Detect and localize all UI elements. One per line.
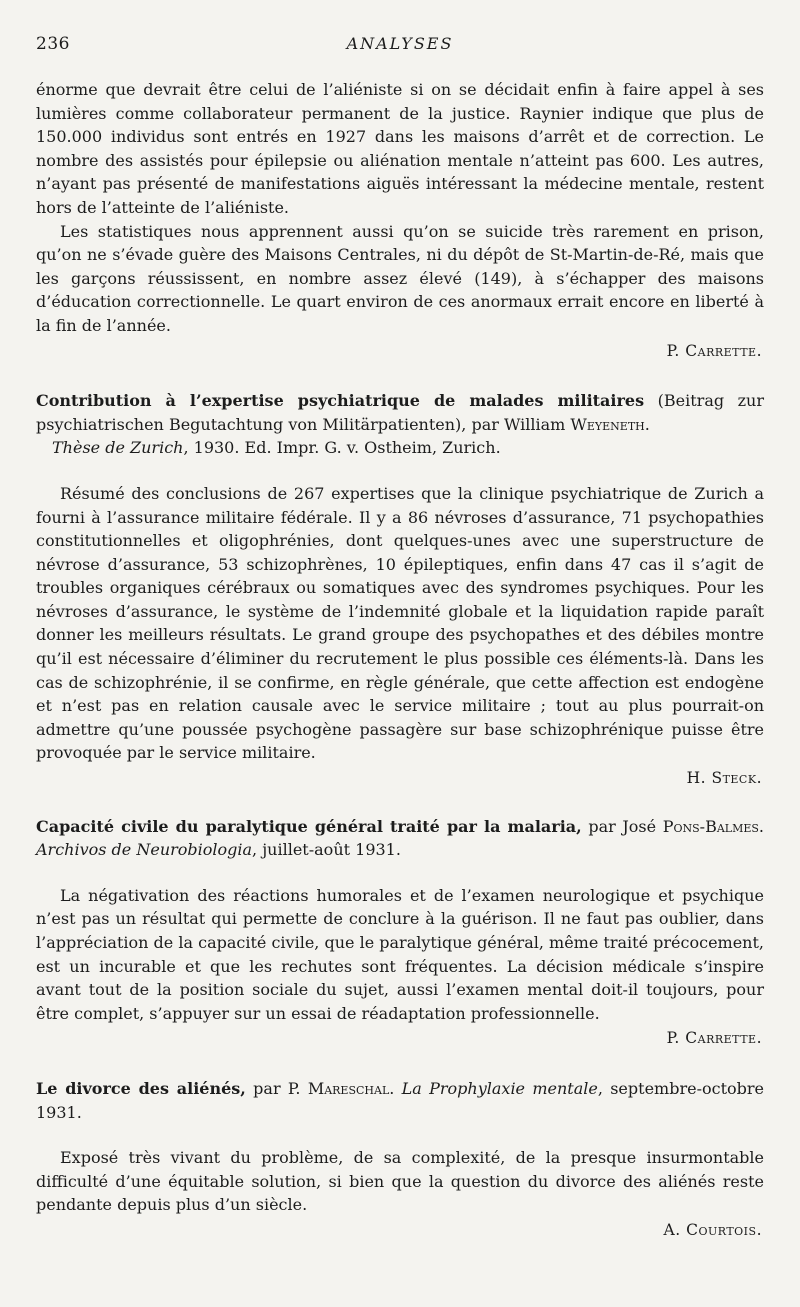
review-heading	[36, 389, 764, 460]
review-source-line	[36, 436, 764, 460]
paragraph: Résumé des conclusions de 267 expertises que la clinique psychiatrique de Zurich a fourni à l’assurance militaire fédérale. Il y a 86 névroses d’assurance, 71 psychopathies constitutionnelles et oligophrénies, dont quelques-unes avec une superstructure de névrose d’assurance, 53 schizophrènes, 10 épileptiques, enfin dans 47 cas il s’agit de troubles organiques cérébraux ou somatiques avec des syndromes psychiques. Pour les névroses d’assurance, le système de l’indemnité globale et la liquidation rapide paraît donner les meilleurs résultats. Le grand groupe des psychopathes et des débiles montre qu’il est nécessaire d’éliminer du recrutement le plus possible ces éléments-là. Dans les cas de schizophrénie, il se confirme, en règle générale, que cette affection est endogène et n’est pas en relation causale avec le service militaire ; tout au plus pourrait-on admettre qu’une poussée psychogène passagère sur base schizophrénique puisse être provoquée par le service militaire.	[36, 483, 764, 763]
review-source: Archivos de Neurobiologia	[36, 840, 253, 860]
page-number: 236	[36, 34, 70, 54]
review-heading	[36, 815, 764, 862]
paragraph: énorme que devrait être celui de l’aliéniste si on se décidait enfin à faire appel à ses lumières comme collaborateur permanent de la justice. Raynier indique que plus de 150.000 individus sont entrés en 1927 dans les maisons d’arrêt et de correction. Le nombre des assistés pour épilepsie ou aliénation mentale n’atteint pas 600. Les autres, n’ayant pas présenté de manifestations aiguës intéressant la médecine mentale, restent hors de l’atteinte de l’aliéniste.	[36, 80, 764, 217]
review-source-details: , juillet-août 1931.	[252, 840, 401, 860]
review-heading	[36, 1077, 764, 1124]
review-author: Pons-Balmes.	[662, 816, 764, 836]
reviewer-signature: H. Steck.	[686, 769, 762, 788]
paragraph: Exposé très vivant du problème, de sa complexité, de la presque insurmontable difficulté d’une équitable solution, si bien que la question du divorce des aliénés reste pendante depuis plus d’un siècle.	[36, 1148, 764, 1215]
review-title-rest: par José	[581, 816, 663, 836]
review-section-4	[36, 1077, 764, 1243]
review-title-rest: (Beitrag zur psychiatrischen Begutachtung von Militärpatienten), par William	[36, 391, 765, 434]
review-source: La Prophylaxie mentale	[401, 1078, 598, 1098]
reviewer-signature: P. Carrette.	[666, 341, 762, 360]
reviewer-signature: P. Carrette.	[666, 1029, 762, 1048]
review-author: Mareschal.	[307, 1078, 395, 1098]
reviewer-signature: A. Courtois.	[663, 1220, 762, 1239]
paragraph: Les statistiques nous apprennent aussi qu’on se suicide très rarement en prison, qu’on ne s’évade guère des Maisons Centrales, ni du dépôt de St-Martin-de-Ré, mais que les garçons réussissent, en nombre assez élevé (149), à s’échapper des maisons d’éducation correctionnelle. Le quart environ de ces anormaux errait encore en liberté à la fin de l’année.	[36, 221, 764, 335]
review-section-2	[36, 389, 764, 791]
article-body	[36, 78, 764, 1243]
paragraph: La négativation des réactions humorales et de l’examen neurologique et psychique n’est pas un résultat qui permette de conclure à la guérison. Il ne faut pas oublier, dans l’appréciation de la capacité civile, que le paralytique général, même traité précocement, est un incurable et que les rechutes sont fréquentes. La décision médicale s’inspire avant tout de la position sociale du sujet, aussi l’examen mental doit-il toujours, pour être complet, s’appuyer sur un essai de réadaptation professionnelle.	[36, 885, 764, 1023]
review-title-rest: par P.	[245, 1078, 308, 1098]
review-source-details: , septembre-octobre 1931.	[36, 1078, 764, 1122]
review-source-details: , 1930. Ed. Impr. G. v. Ostheim, Zurich.	[183, 438, 501, 458]
running-head	[36, 34, 764, 58]
review-author: Weyeneth.	[570, 414, 650, 434]
review-title: Contribution à l’expertise psychiatrique de malades militaires	[36, 391, 645, 411]
running-title: ANALYSES	[346, 34, 454, 53]
review-section-1	[36, 78, 764, 363]
review-source: Thèse de Zurich	[52, 438, 184, 458]
review-section-3	[36, 815, 764, 1051]
review-title: Le divorce des aliénés,	[36, 1078, 246, 1098]
review-title: Capacité civile du paralytique général traité par la malaria,	[36, 816, 582, 836]
